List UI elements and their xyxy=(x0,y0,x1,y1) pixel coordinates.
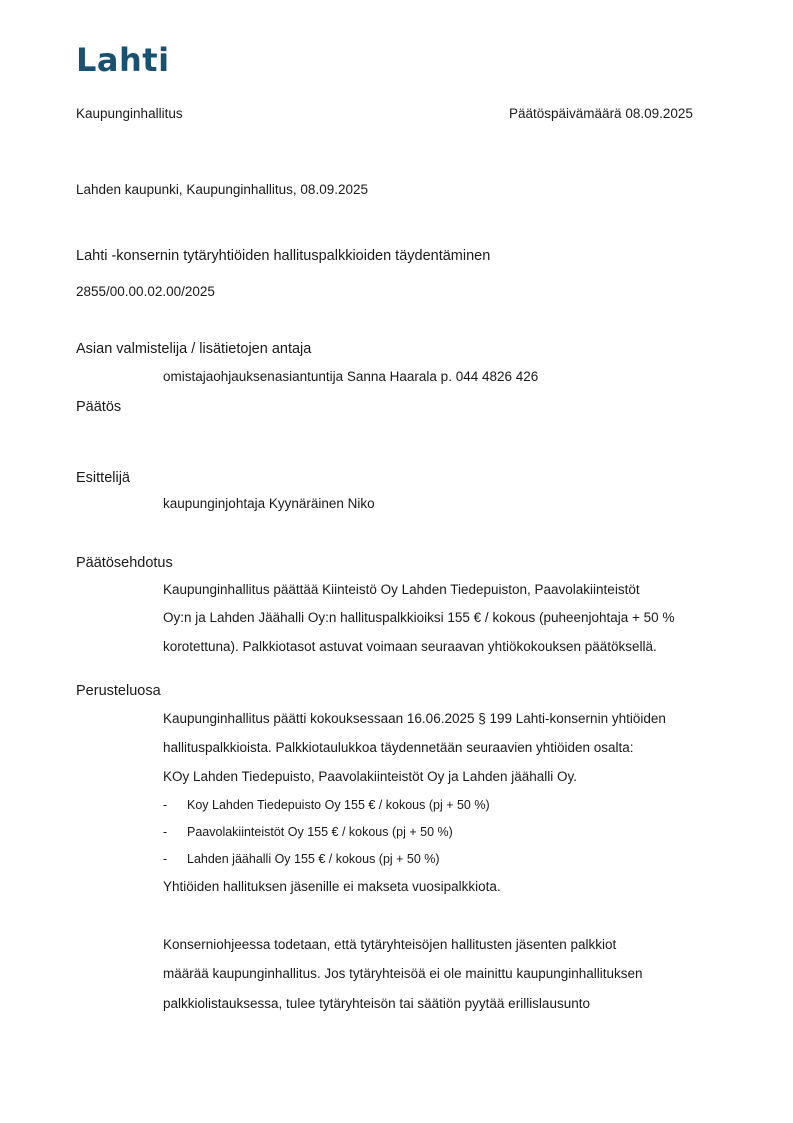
preparer-heading: Asian valmistelija / lisätietojen antaja xyxy=(76,341,312,357)
presenter-heading: Esittelijä xyxy=(76,470,130,486)
header-organ: Kaupunginhallitus xyxy=(76,106,183,121)
diary-number: 2855/00.00.02.00/2025 xyxy=(76,284,215,299)
grounds-paragraph-line: Konserniohjeessa todetaan, että tytäryhteisöjen hallitusten jäsenten palkkiot xyxy=(163,937,617,952)
grounds-paragraph-line: palkkiolistauksessa, tulee tytäryhteisön tai säätiön pyytää erillislausunto xyxy=(163,996,590,1011)
grounds-after-bullets: Yhtiöiden hallituksen jäsenille ei makseta vuosipalkkiota. xyxy=(163,879,501,894)
bullet-dash: - xyxy=(163,798,168,812)
grounds-line: KOy Lahden Tiedepuisto, Paavolakiinteistöt Oy ja Lahden jäähalli Oy. xyxy=(163,769,578,784)
document-title: Lahti -konsernin tytäryhtiöiden hallituspalkkioiden täydentäminen xyxy=(76,248,491,264)
bullet-dash: - xyxy=(163,825,168,839)
bullet-item: Koy Lahden Tiedepuisto Oy 155 € / kokous (pj + 50 %) xyxy=(187,798,490,812)
bullet-dash: - xyxy=(163,852,168,866)
proposal-line: korotettuna). Palkkiotasot astuvat voimaan seuraavan yhtiökokouksen päätöksellä. xyxy=(163,639,657,654)
proposal-line: Kaupunginhallitus päättää Kiinteistö Oy Lahden Tiedepuiston, Paavolakiinteistöt xyxy=(163,582,640,597)
bullet-item: Paavolakiinteistöt Oy 155 € / kokous (pj + 50 %) xyxy=(187,825,453,839)
grounds-paragraph-line: määrää kaupunginhallitus. Jos tytäryhteisöä ei ole mainittu kaupunginhallituksen xyxy=(163,966,643,981)
grounds-line: Kaupunginhallitus päätti kokouksessaan 16.06.2025 § 199 Lahti-konsernin yhtiöiden xyxy=(163,711,666,726)
grounds-heading: Perusteluosa xyxy=(76,683,161,699)
presenter-text: kaupunginjohtaja Kyynäräinen Niko xyxy=(163,496,375,511)
proposal-heading: Päätösehdotus xyxy=(76,555,173,571)
lahti-logo: Lahti xyxy=(76,41,170,79)
bullet-item: Lahden jäähalli Oy 155 € / kokous (pj + 50 %) xyxy=(187,852,440,866)
proposal-line: Oy:n ja Lahden Jäähalli Oy:n hallituspalkkioiksi 155 € / kokous (puheenjohtaja + 50 % xyxy=(163,610,675,625)
grounds-line: hallituspalkkioista. Palkkiotaulukkoa täydennetään seuraavien yhtiöiden osalta: xyxy=(163,740,634,755)
meta-line: Lahden kaupunki, Kaupunginhallitus, 08.09.2025 xyxy=(76,182,368,197)
decision-heading: Päätös xyxy=(76,399,122,415)
preparer-text: omistajaohjauksenasiantuntija Sanna Haarala p. 044 4826 426 xyxy=(163,369,539,384)
header-decision-date: Päätöspäivämäärä 08.09.2025 xyxy=(509,106,693,121)
